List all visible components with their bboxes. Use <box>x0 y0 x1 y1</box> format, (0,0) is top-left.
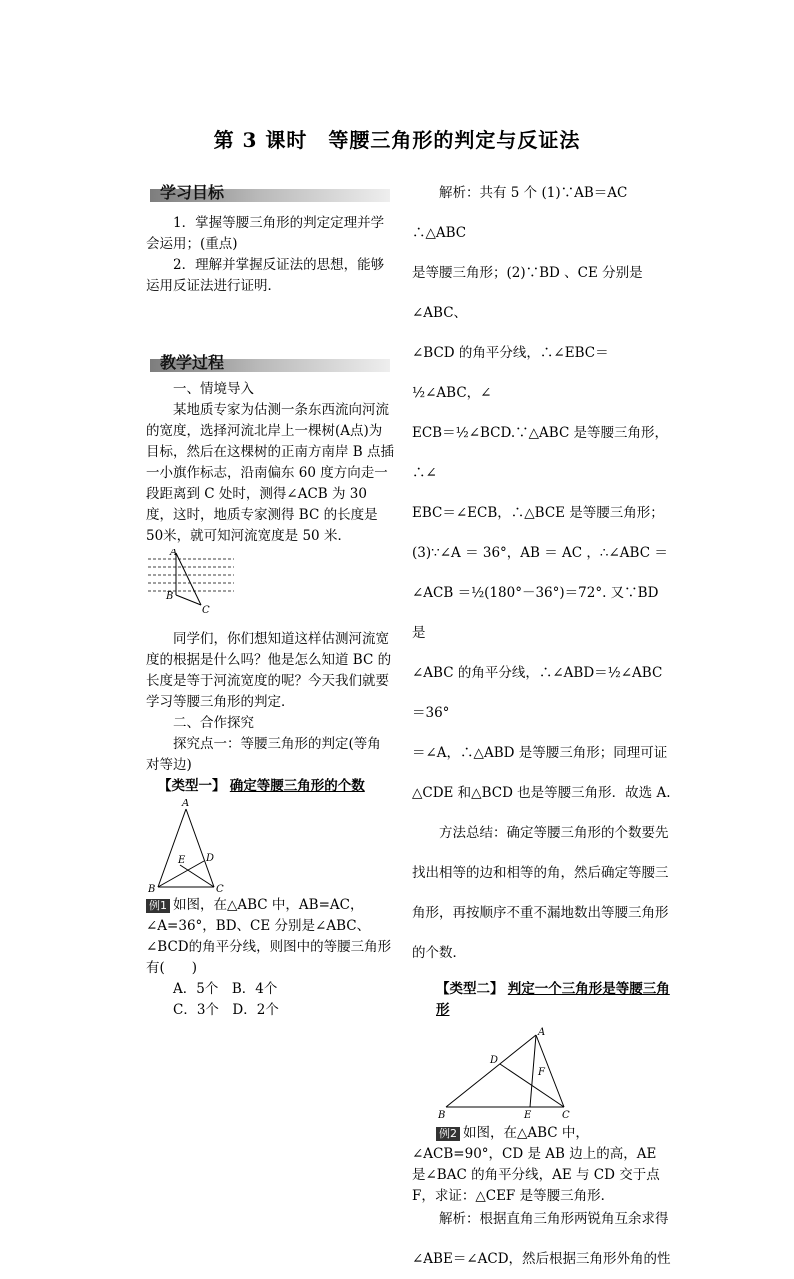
section-2-title: 二、合作探究 <box>173 715 254 731</box>
example-1: 例1 如图，在△ABC 中，AB=AC，∠A=36°，BD、CE 分别是∠ABC、∠BCD的角平分线，则图中的等腰三角形有( ) <box>146 897 392 976</box>
type-2-heading: 【类型二】 判定一个三角形是等腰三角形 <box>436 981 670 1018</box>
analysis-line: (3)∵∠A ＝ 36°，AB ＝ AC ，∴∠ABC ＝ <box>412 545 668 561</box>
analysis-line: EBC＝∠ECB，∴△BCE 是等腰三角形； <box>412 505 664 521</box>
analysis-2-line: 解析：根据直角三角形两锐角互余求得 <box>439 1211 669 1227</box>
triangle-figure-2 <box>438 1027 578 1121</box>
fig3-label-c: C <box>562 1110 570 1121</box>
goal-2: 2．理解并掌握反证法的思想，能够运用反证法进行证明． <box>146 257 385 294</box>
fig3-label-d: D <box>490 1055 499 1066</box>
analysis-line: 解析：共有 5 个 (1)∵AB＝AC ∴△ABC <box>412 185 628 241</box>
fig1-label-b: B <box>166 591 174 602</box>
options-line-1: A．5个 B．4个 <box>173 981 278 997</box>
method-line: 方法总结：确定等腰三角形的个数要先 <box>439 825 669 841</box>
fig2-label-e: E <box>178 855 186 866</box>
method-line: 的个数． <box>412 945 466 961</box>
fig2-label-c: C <box>216 884 224 893</box>
method-line: 找出相等的边和相等的角，然后确定等腰三 <box>412 865 669 881</box>
analysis-line: ∠ABC 的角平分线，∴∠ABD＝½∠ABC＝36° <box>412 665 663 721</box>
fig2-label-d: D <box>206 853 215 864</box>
intro-text: 某地质专家为估测一条东西流向河流的宽度，选择河流北岸上一棵树(A点)为目标，然后在这棵树的正南方南岸 B 点插一小旗作标志，沿南偏东 60 度方向走一段距离到 C 处时，测得∠ACB 为 30 度，这时，地质专家测得 BC 的长度是 50米，就可知河流宽度是 50 米． <box>146 402 395 544</box>
right-column <box>412 183 674 1279</box>
section-1-title: 一、情境导入 <box>173 381 254 397</box>
analysis-1 <box>412 173 674 813</box>
analysis-line: ECB＝½∠BCD.∵△ABC 是等腰三角形，∴∠ <box>412 425 669 481</box>
example-2: 例2 如图，在△ABC 中，∠ACB=90°，CD 是 AB 边上的高，AE 是∠BAC 的角平分线，AE 与 CD 交于点 F，求证：△CEF 是等腰三角形． <box>412 1125 660 1204</box>
process-heading: 教学过程 <box>150 353 394 377</box>
fig3-label-a: A <box>538 1027 546 1038</box>
method-line: 角形，再按顺序不重不漏地数出等腰三角形 <box>412 905 669 921</box>
example-2-tag: 例2 <box>436 1127 460 1141</box>
options-line-2: C．3个 D．2个 <box>173 1002 279 1018</box>
analysis-line: ＝∠A，∴△ABD 是等腰三角形；同理可证 <box>412 745 668 761</box>
question-text: 同学们，你们想知道这样估测河流宽度的根据是什么吗？他是怎么知道 BC 的长度是等于河流宽度的呢？今天我们就要学习等腰三角形的判定． <box>146 631 392 710</box>
analysis-line: △CDE 和△BCD 也是等腰三角形．故选 A. <box>412 785 671 801</box>
analysis-2-line: ∠ABE＝∠ACD，然后根据三角形外角的性 <box>412 1251 671 1267</box>
analysis-line: ∠BCD 的角平分线，∴∠EBC＝½∠ABC，∠ <box>412 345 609 401</box>
type-1-heading: 【类型一】 确定等腰三角形的个数 <box>158 778 365 794</box>
left-column <box>146 183 394 1021</box>
fig2-label-a: A <box>182 799 190 809</box>
goal-1: 1．掌握等腰三角形的判定定理并学会运用；(重点) <box>146 215 385 252</box>
analysis-line: ∠ACB ＝½(180°－36°)＝72°. 又∵BD 是 <box>412 585 659 641</box>
triangle-figure-1 <box>148 799 238 893</box>
goals-heading: 学习目标 <box>150 183 394 207</box>
method-summary <box>412 813 674 973</box>
fig3-label-e: E <box>524 1110 532 1121</box>
page-title: 第 3 课时 等腰三角形的判定与反证法 <box>213 128 581 152</box>
analysis-line: 是等腰三角形；(2)∵BD 、CE 分别是∠ABC、 <box>412 265 643 321</box>
fig2-label-b: B <box>148 884 156 893</box>
river-figure <box>146 549 236 619</box>
example-1-tag: 例1 <box>146 899 170 913</box>
point-1: 探究点一：等腰三角形的判定(等角对等边) <box>146 736 381 773</box>
fig3-label-f: F <box>538 1067 545 1078</box>
fig1-label-a: A <box>170 549 178 558</box>
fig3-label-b: B <box>438 1110 446 1121</box>
fig1-label-c: C <box>202 605 210 616</box>
